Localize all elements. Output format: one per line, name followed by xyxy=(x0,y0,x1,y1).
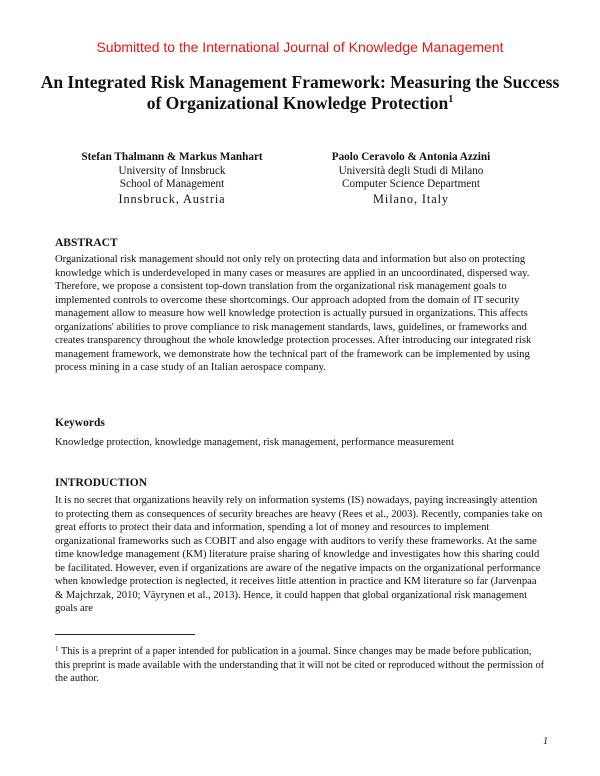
footnote xyxy=(55,645,545,686)
author-names: Stefan Thalmann & Markus Manhart xyxy=(81,151,263,163)
author-names: Paolo Ceravolo & Antonia Azzini xyxy=(331,151,491,163)
author-city: Innsbruck, Austria xyxy=(118,191,226,206)
footnote-divider xyxy=(55,634,195,635)
author-block-1 xyxy=(47,151,297,207)
introduction-heading: INTRODUCTION xyxy=(55,477,148,489)
author-city: Milano, Italy xyxy=(373,191,449,206)
author-institution: University of Innsbruck xyxy=(118,164,226,177)
keywords-text: Knowledge protection, knowledge management, risk management, performance measurement xyxy=(55,437,454,448)
author-block-2 xyxy=(286,151,536,207)
author-department: Computer Science Department xyxy=(342,178,480,191)
title-footnote-mark: 1 xyxy=(448,94,454,105)
abstract-text: Organizational risk management should not only rely on protecting data and information but also on protecting knowledge which is underdeveloped in many cases or measures are applied in an uncoordinated, dispersed way. Therefore, we propose a consistent top-down translation from the organizational risk management goals to implemented controls to overcome these shortcomings. Our approach adopted from the domain of IT security management allow to measure how well knowledge protection is actually pursued in organizations. This affects organizations' abilities to prove compliance to risk management standards, laws, guidelines, or frameworks and creates transparency throughout the whole knowledge protection processes. After introducing our integrated risk management framework, we demonstrate how the technical part of the framework can be implemented by using process mining in a case study of an Italian aerospace company. xyxy=(55,254,532,373)
author-institution: Università degli Studi di Milano xyxy=(338,164,484,177)
page-number: 1 xyxy=(543,736,548,747)
author-department: School of Management xyxy=(119,178,225,191)
abstract-heading: ABSTRACT xyxy=(55,237,118,249)
paper-title xyxy=(40,72,560,114)
paper-title-text: An Integrated Risk Management Framework: Measuring the Success of Organizational Knowledge Protection xyxy=(40,72,560,113)
footnote-mark: 1 xyxy=(55,645,59,653)
keywords-heading: Keywords xyxy=(55,417,105,429)
introduction-text: It is no secret that organizations heavily rely on information systems (IS) nowadays, paying increasingly attention to protecting them as consequences of security breaches are heavy (Rees et al., 2003). Recently, companies take on great efforts to protect their data and information, spending a lot of money and resources to implement organizational frameworks such as COBIT and also engage with auditors to verify these frameworks. At the same time knowledge management (KM) literature praise sharing of knowledge and investigates how this sharing could be facilitated. However, even if organizations are aware of the negative impacts on the organizational performance when knowledge protection is neglected, it receives little attention in practice and KM literature so far (Jarvenpaa & Majchrzak, 2010; Väyrynen et al., 2013). Hence, it could happen that global organizational risk management goals are xyxy=(55,495,543,614)
footnote-text: This is a preprint of a paper intended for publication in a journal. Since changes may be made before publication, this preprint is made available with the understanding that it will not be cited or reproduced without the permission of the author. xyxy=(55,646,545,684)
submission-note: Submitted to the International Journal of Knowledge Management xyxy=(96,39,504,55)
